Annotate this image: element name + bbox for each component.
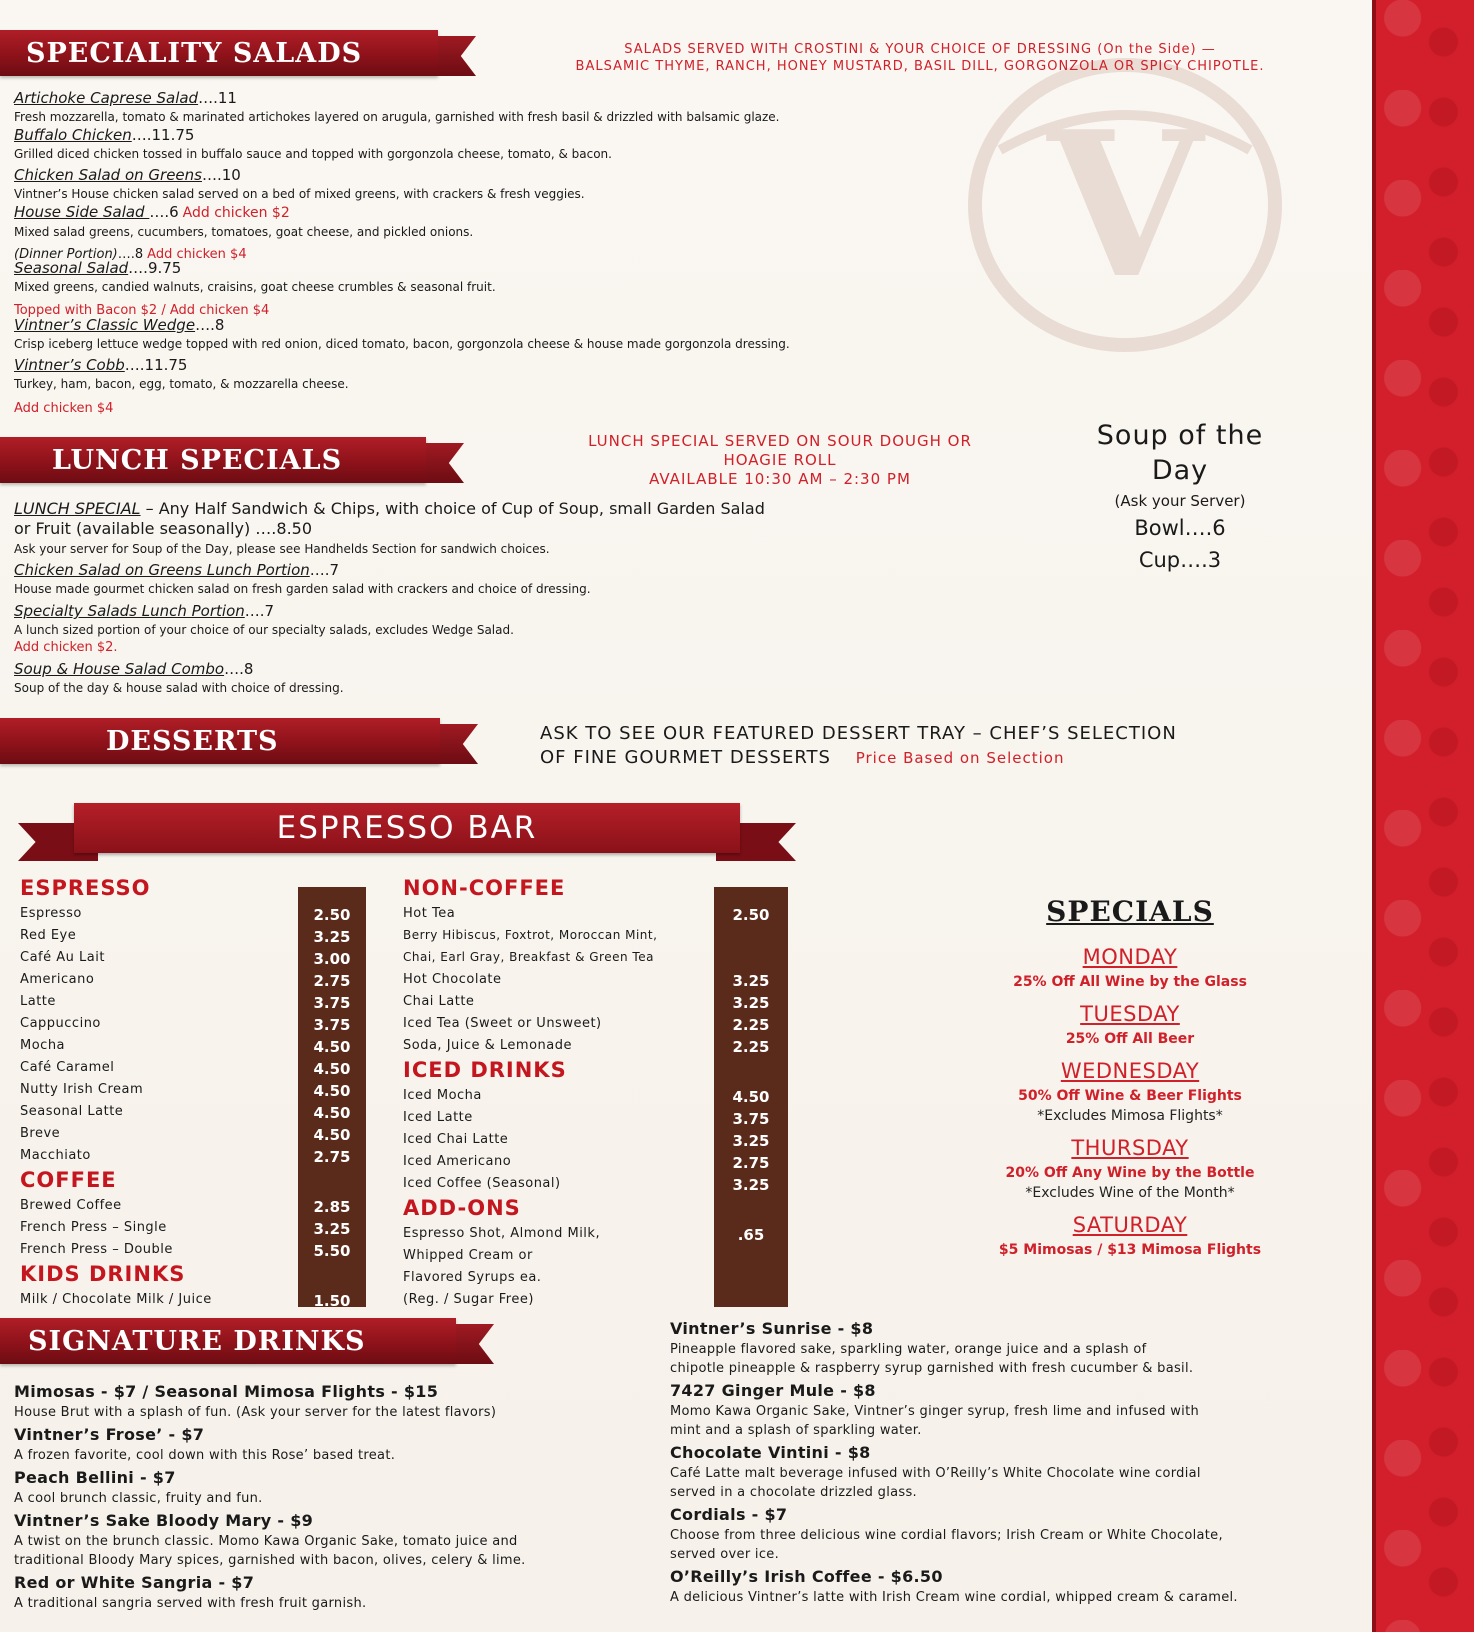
specialty-lunch-addon: Add chicken $2. [14,640,118,655]
signature-banner-title: SIGNATURE DRINKS [28,1325,366,1357]
menu-row-price: 4.50 [313,1126,351,1144]
decorative-side-border [1372,0,1474,1632]
salad-item-desc: Turkey, ham, bacon, egg, tomato, & mozzarella cheese. [14,377,349,391]
special-day-note: *Excludes Wine of the Month* [1025,1185,1235,1201]
signature-drink-desc: Café Latte malt beverage infused with O’Reilly’s White Chocolate wine cordial [670,1466,1201,1481]
salad-item-name: Buffalo Chicken [14,126,132,144]
menu-row-label: Espresso [20,906,82,921]
salad-item [14,315,974,354]
menu-row-label: Café Caramel [20,1060,115,1075]
salad-item-price: ….11.75 [131,126,195,144]
lunch-item-desc: House made gourmet chicken salad on fresh garden salad with crackers and choice of dressing. [14,582,591,596]
menu-row-label: Seasonal Latte [20,1104,124,1119]
salad-item-desc: Mixed greens, candied walnuts, craisins, goat cheese crumbles & seasonal fruit. [14,280,496,294]
special-day-deal: 25% Off All Beer [1065,1031,1195,1047]
dinner-portion-price: ….8 [117,247,144,262]
menu-row-price: 3.00 [313,950,351,968]
signature-drink-desc: served over ice. [670,1547,780,1562]
salad-item-name: Chicken Salad on Greens [14,166,202,184]
salad-item [14,202,974,242]
lunch-item-title [14,659,914,679]
soup-of-the-day [1040,418,1320,576]
salad-item-price: ….8 [195,316,225,334]
lunch-item [14,601,914,640]
svg-text:V: V [1047,88,1203,323]
signature-drink-desc: Momo Kawa Organic Sake, Vintner’s ginger syrup, fresh lime and infused with [670,1404,1200,1419]
lunch-item-name: Soup & House Salad Combo [14,660,225,678]
lunch-item-price: ….7 [309,561,340,579]
espresso-bar-banner [18,803,796,865]
menu-row-label: Café Au Lait [20,950,105,965]
menu-row-price: .65 [737,1226,765,1244]
menu-section-heading: ESPRESSO [20,876,151,900]
salad-item-desc: Mixed salad greens, cucumbers, tomatoes, goat cheese, and pickled onions. [14,225,474,239]
salads-dressing-note: SALADS SERVED WITH CROSTINI & YOUR CHOICE OF DRESSING (On the Side) — BALSAMIC THYME, RANCH, HONEY MUSTARD, BASIL DILL, GORGONZOLA OR SPICY CHIPOTLE. [575,42,1265,74]
salad-item [14,355,974,394]
menu-row-label: Iced Coffee (Seasonal) [403,1176,561,1191]
lunch-item-title [14,560,914,580]
salad-item-addon: Add chicken $2 [182,205,290,221]
non-coffee-price-column [714,887,788,1307]
menu-row-label: Soda, Juice & Lemonade [403,1038,573,1053]
salad-item-price: ….9.75 [128,259,182,277]
signature-drink-desc: A twist on the brunch classic. Momo Kawa Organic Sake, tomato juice and [14,1534,518,1549]
soup-title: Soup of the [1096,420,1264,451]
salad-item-title [14,202,974,223]
special-day-name: TUESDAY [1080,1002,1180,1026]
special-day-deal: 25% Off All Wine by the Glass [1013,974,1247,990]
lunch-bread-note: LUNCH SPECIAL SERVED ON SOUR DOUGH OR HOAGIE ROLL AVAILABLE 10:30 AM – 2:30 PM [588,432,972,488]
signature-drink-desc: A delicious Vintner’s latte with Irish Cream wine cordial, whipped cream & caramel. [670,1590,1238,1605]
menu-row-label: Hot Chocolate [403,972,502,987]
signature-drink-desc: served in a chocolate drizzled glass. [670,1485,917,1500]
menu-row-price: 2.75 [313,972,351,990]
menu-row-label: (Reg. / Sugar Free) [403,1292,534,1307]
signature-drink-title: Vintner’s Sunrise - $8 [670,1319,874,1338]
salad-item-title [14,315,974,335]
special-day-name: THURSDAY [1071,1136,1189,1160]
salad-item-name: Seasonal Salad [14,259,129,277]
soup-title: Day [1151,455,1209,486]
lunch-special-name: LUNCH SPECIAL [14,499,141,518]
menu-row-price: 3.25 [732,1176,770,1194]
salad-item-title [14,88,974,108]
menu-section-heading: COFFEE [20,1168,117,1192]
menu-row-price: 2.75 [732,1154,770,1172]
menu-row-price: 1.50 [313,1292,351,1310]
menu-section-heading: KIDS DRINKS [20,1262,186,1286]
salad-item [14,125,974,164]
menu-row-price: 3.25 [313,1220,351,1238]
seasonal-addon: Topped with Bacon $2 / Add chicken $4 [14,303,270,318]
espresso-price-column [298,887,366,1310]
lunch-item [14,659,914,698]
menu-row-label: Breve [20,1126,61,1141]
menu-row-price: 3.75 [313,1016,351,1034]
menu-row-price: 3.25 [732,972,770,990]
salad-item [14,165,974,204]
special-day-note: *Excludes Mimosa Flights* [1037,1108,1223,1124]
menu-row-price: 2.50 [732,906,770,924]
signature-drink-title: Chocolate Vintini - $8 [670,1443,871,1462]
dinner-portion-label: (Dinner Portion) [14,247,118,262]
salad-item-name: Vintner’s Cobb [14,356,125,374]
desserts-price-note: Price Based on Selection [855,749,1065,767]
signature-drink-desc: A traditional sangria served with fresh fruit garnish. [14,1596,367,1611]
signature-drink-title: Peach Bellini - $7 [14,1468,176,1487]
lunch-special-main: LUNCH SPECIAL – Any Half Sandwich & Chips, with choice of Cup of Soup, small Garden Salad or Fruit (available seasonally) ….8.50 Ask your server for Soup of the Day, please see Handhelds Section for sandwich choices. [14,499,765,556]
signature-drink-desc: House Brut with a splash of fun. (Ask your server for the latest flavors) [14,1405,497,1420]
lunch-item-price: ….8 [224,660,254,678]
specials-title: SPECIALS [1046,895,1214,928]
menu-row-price: 4.50 [313,1104,351,1122]
signature-banner [0,1318,456,1364]
menu-row-label: French Press – Double [20,1242,173,1257]
menu-row-label: Iced Mocha [403,1088,482,1103]
menu-row-label: Iced Tea (Sweet or Unsweet) [403,1016,602,1031]
menu-row-label: Milk / Chocolate Milk / Juice [20,1292,212,1307]
menu-row-label: Cappuccino [20,1016,101,1031]
salad-item-desc: Vintner’s House chicken salad served on a bed of mixed greens, with crackers & fresh veggies. [14,187,585,201]
signature-drink-desc: A cool brunch classic, fruity and fun. [14,1491,263,1506]
menu-row-price: 3.25 [313,928,351,946]
lunch-item-name: Specialty Salads Lunch Portion [14,602,245,620]
menu-row-label: Americano [20,972,95,987]
menu-row-price: 4.50 [732,1088,770,1106]
menu-row-price: 3.25 [732,1132,770,1150]
menu-row-label: Hot Tea [403,906,456,921]
lunch-item-price: ….7 [244,602,275,620]
espresso-bar-title: ESPRESSO BAR [74,803,740,853]
menu-row-label: Berry Hibiscus, Foxtrot, Moroccan Mint, [403,928,658,942]
menu-row-label: Chai, Earl Gray, Breakfast & Green Tea [403,950,654,964]
salad-item-price: ….11 [198,89,237,107]
lunch-item-name: Chicken Salad on Greens Lunch Portion [14,561,310,579]
menu-row-label: Iced Chai Latte [403,1132,509,1147]
lunch-item-title [14,601,914,621]
salad-item-name: Vintner’s Classic Wedge [14,316,196,334]
salad-item-name: Artichoke Caprese Salad [14,89,199,107]
signature-drink-title: O’Reilly’s Irish Coffee - $6.50 [670,1567,943,1586]
salad-item-desc: Grilled diced chicken tossed in buffalo sauce and topped with gorgonzola cheese, tomato, & bacon. [14,147,612,161]
soup-cup-price: Cup….3 [1138,548,1222,572]
menu-row-label: Flavored Syrups ea. [403,1270,542,1285]
menu-row-price: 2.50 [313,906,351,924]
cobb-addon: Add chicken $4 [14,401,114,416]
menu-row-label: Whipped Cream or [403,1248,533,1263]
menu-row-price: 3.75 [313,994,351,1012]
signature-drink-desc: A frozen favorite, cool down with this Rose’ based treat. [14,1448,396,1463]
signature-drink-desc: Pineapple flavored sake, sparkling water, orange juice and a splash of [670,1342,1147,1357]
signature-drink-title: Cordials - $7 [670,1505,788,1524]
menu-row-label: Nutty Irish Cream [20,1082,144,1097]
salad-item-title [14,125,974,145]
dinner-portion-addon: Add chicken $4 [147,247,247,262]
signature-drink-desc: Choose from three delicious wine cordial flavors; Irish Cream or White Chocolate, [670,1528,1223,1543]
salad-item-price: ….11.75 [124,356,188,374]
menu-row-label: Latte [20,994,56,1009]
menu-row-price: 4.50 [313,1060,351,1078]
menu-row-label: Chai Latte [403,994,475,1009]
lunch-banner-title: LUNCH SPECIALS [52,444,343,476]
menu-row-label: Red Eye [20,928,77,943]
menu-row-price: 2.75 [313,1148,351,1166]
salads-banner-title: SPECIALITY SALADS [26,37,363,69]
menu-row-price: 2.25 [732,1038,770,1056]
lunch-item [14,560,914,599]
salad-item-desc: Crisp iceberg lettuce wedge topped with red onion, diced tomato, bacon, gorgonzola cheese & house made gorgonzola dressing. [14,337,790,351]
menu-section-heading: ICED DRINKS [403,1058,567,1082]
signature-drink-desc: traditional Bloody Mary spices, garnished with bacon, olives, celery & lime. [14,1553,526,1568]
special-day-name: MONDAY [1082,945,1178,969]
soup-subtitle: (Ask your Server) [1114,492,1246,510]
signature-drink-title: Mimosas - $7 / Seasonal Mimosa Flights - $15 [14,1382,439,1401]
salad-item [14,88,974,127]
lunch-item-desc: Soup of the day & house salad with choice of dressing. [14,681,344,695]
menu-row-price: 4.50 [313,1082,351,1100]
special-day-name: WEDNESDAY [1060,1059,1200,1083]
menu-row-label: Macchiato [20,1148,91,1163]
dinner-portion-line [14,246,247,264]
menu-row-price: 4.50 [313,1038,351,1056]
signature-drink-desc: mint and a splash of sparkling water. [670,1423,922,1438]
desserts-note: ASK TO SEE OUR FEATURED DESSERT TRAY – CHEF’S SELECTION OF FINE GOURMET DESSERTS Price Based on Selection [540,723,1177,768]
desserts-banner-title: DESSERTS [106,725,279,757]
menu-row-label: French Press – Single [20,1220,167,1235]
lunch-banner [0,437,426,483]
menu-row-price: 2.85 [313,1198,351,1216]
salad-item-price: ….10 [201,166,241,184]
menu-section-heading: NON-COFFEE [403,876,566,900]
salads-banner [0,30,438,76]
signature-drink-desc: chipotle pineapple & raspberry syrup garnished with fresh cucumber & basil. [670,1361,1194,1376]
soup-bowl-price: Bowl….6 [1134,516,1226,540]
desserts-banner [0,718,440,764]
salad-item-name: House Side Salad [14,203,150,221]
menu-row-price: 2.25 [732,1016,770,1034]
lunch-item-desc: A lunch sized portion of your choice of our specialty salads, excludes Wedge Salad. [14,623,514,637]
signature-drink-title: Vintner’s Frose’ - $7 [14,1425,205,1444]
signature-drink-title: Vintner’s Sake Bloody Mary - $9 [14,1511,314,1530]
signature-drink-title: Red or White Sangria - $7 [14,1573,255,1592]
menu-row-price: 5.50 [313,1242,351,1260]
menu-row-label: Iced Americano [403,1154,512,1169]
menu-row-label: Espresso Shot, Almond Milk, [403,1226,601,1241]
salad-item-desc: Fresh mozzarella, tomato & marinated artichokes layered on arugula, garnished with fresh basil & drizzled with balsamic glaze. [14,110,780,124]
salad-item-title [14,165,974,185]
special-day-deal: 20% Off Any Wine by the Bottle [1005,1165,1255,1181]
salad-item-price: ….6 [149,203,179,221]
menu-row-price: 3.25 [732,994,770,1012]
menu-row-label: Iced Latte [403,1110,473,1125]
menu-row-label: Mocha [20,1038,66,1053]
salad-item-title [14,355,974,375]
menu-row-price: 3.75 [732,1110,770,1128]
special-day-name: SATURDAY [1072,1213,1188,1237]
special-day-deal: 50% Off Wine & Beer Flights [1018,1088,1242,1104]
v-crest-watermark-icon [960,40,1290,360]
signature-drink-title: 7427 Ginger Mule - $8 [670,1381,876,1400]
menu-section-heading: ADD-ONS [403,1196,521,1220]
special-day-deal: $5 Mimosas / $13 Mimosa Flights [998,1242,1262,1258]
menu-row-label: Brewed Coffee [20,1198,122,1213]
